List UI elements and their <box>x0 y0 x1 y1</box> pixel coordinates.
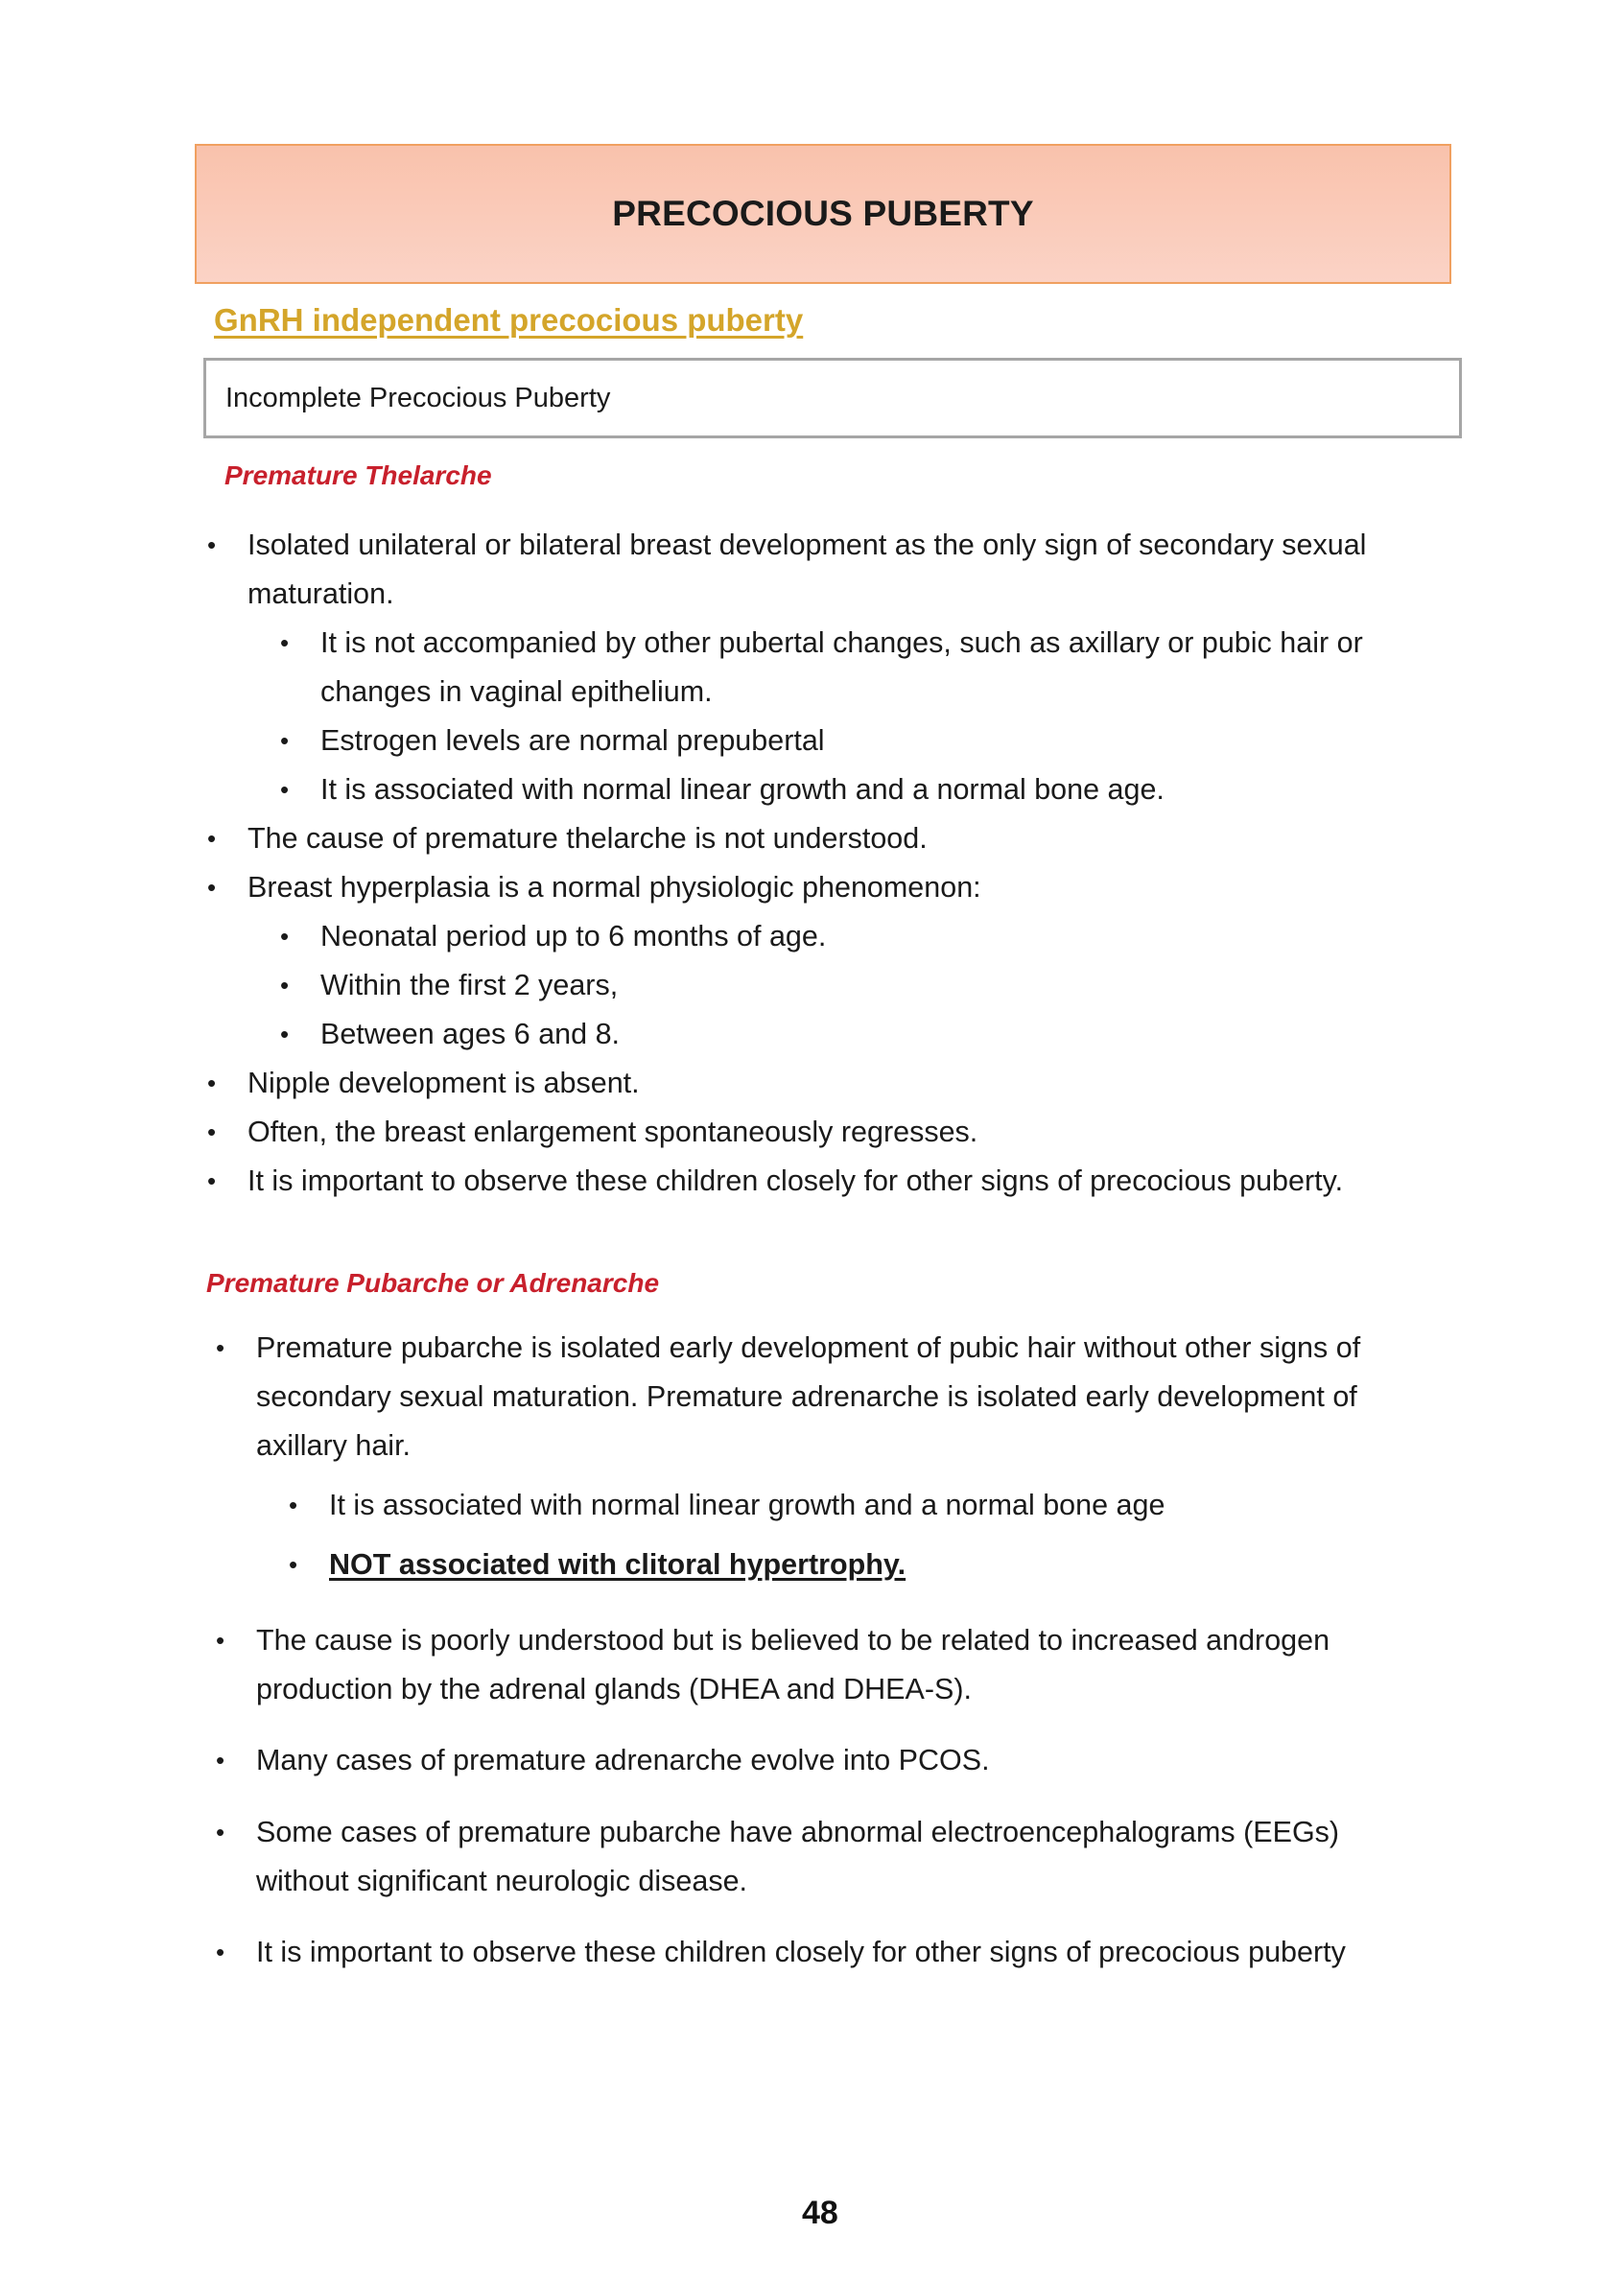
list-item-text: maturation. <box>247 577 394 610</box>
bullet-icon: • <box>216 1746 225 1775</box>
list-item <box>207 1059 640 1108</box>
list-item <box>216 1324 1361 1470</box>
bullet-icon: • <box>289 1550 298 1579</box>
boxed-label-text: Incomplete Precocious Puberty <box>225 382 611 413</box>
boxed-label <box>203 358 1462 438</box>
bullet-icon: • <box>207 530 217 559</box>
list-item-text: Neonatal period up to 6 months of age. <box>320 920 827 952</box>
list-item-text: It is important to observe these children closely for other signs of precocious puberty. <box>247 1164 1344 1197</box>
list-item <box>289 1540 906 1589</box>
list-item <box>207 521 1367 619</box>
bullet-icon: • <box>207 1069 217 1097</box>
bullet-icon: • <box>207 1166 217 1195</box>
bullet-icon: • <box>216 1626 225 1655</box>
list-item-text: Within the first 2 years, <box>320 969 619 1001</box>
list-item-text: Between ages 6 and 8. <box>320 1018 621 1050</box>
list-item <box>216 1736 990 1785</box>
bullet-icon: • <box>216 1333 225 1362</box>
page-title: PRECOCIOUS PUBERTY <box>612 194 1034 233</box>
list-item <box>216 1928 1346 1977</box>
bullet-icon: • <box>216 1818 225 1846</box>
list-item <box>216 1808 1340 1906</box>
list-item-text: Premature pubarche is isolated early development of pubic hair without other signs of <box>256 1331 1361 1364</box>
list-item-text: It is associated with normal linear growth and a normal bone age. <box>320 773 1165 806</box>
bullet-icon: • <box>280 1020 290 1048</box>
list-item-text: Often, the breast enlargement spontaneously regresses. <box>247 1116 978 1148</box>
bullet-icon: • <box>207 824 217 853</box>
list-item-text: It is associated with normal linear growth and a normal bone age <box>329 1489 1165 1521</box>
list-item-text: Many cases of premature adrenarche evolve into PCOS. <box>256 1744 990 1776</box>
list-item-text: Breast hyperplasia is a normal physiologic phenomenon: <box>247 871 981 904</box>
list-item-text: Nipple development is absent. <box>247 1067 640 1099</box>
page-number: 48 <box>802 2195 838 2231</box>
list-item-text: It is important to observe these children closely for other signs of precocious puberty <box>256 1936 1346 1968</box>
list-item-text: Estrogen levels are normal prepubertal <box>320 724 825 757</box>
section-heading: GnRH independent precocious puberty <box>214 302 804 338</box>
list-item-text: It is not accompanied by other pubertal changes, such as axillary or pubic hair or <box>320 626 1363 659</box>
list-item <box>280 1010 621 1059</box>
list-item <box>280 961 619 1010</box>
list-item-text: without significant neurologic disease. <box>256 1865 748 1897</box>
thelarche-title: Premature Thelarche <box>224 460 492 490</box>
bullet-icon: • <box>207 1117 217 1146</box>
bullet-icon: • <box>216 1938 225 1966</box>
bullet-icon: • <box>289 1491 298 1519</box>
bullet-icon: • <box>280 775 290 804</box>
bullet-icon: • <box>280 922 290 951</box>
list-item-text: Some cases of premature pubarche have abnormal electroencephalograms (EEGs) <box>256 1816 1340 1848</box>
list-item <box>280 765 1165 814</box>
list-item <box>207 1108 978 1157</box>
list-item <box>207 863 981 912</box>
bullet-icon: • <box>280 628 290 657</box>
list-item-text: Isolated unilateral or bilateral breast development as the only sign of secondary sexual <box>247 529 1367 561</box>
list-item-text: changes in vaginal epithelium. <box>320 675 713 708</box>
list-item-text: NOT associated with clitoral hypertrophy. <box>329 1548 906 1581</box>
list-item <box>216 1616 1330 1714</box>
list-item <box>280 619 1363 717</box>
list-item-text: The cause is poorly understood but is believed to be related to increased androgen <box>256 1624 1330 1657</box>
list-item-text: The cause of premature thelarche is not understood. <box>247 822 928 855</box>
bullet-icon: • <box>280 726 290 755</box>
list-item-text: secondary sexual maturation. Premature adrenarche is isolated early development of <box>256 1380 1357 1413</box>
list-item <box>207 814 928 863</box>
page-title-banner <box>195 144 1451 284</box>
list-item <box>207 1157 1344 1206</box>
list-item <box>289 1481 1165 1530</box>
list-item <box>280 912 827 961</box>
bullet-icon: • <box>207 873 217 902</box>
list-item-text: axillary hair. <box>256 1429 412 1462</box>
list-item-text: production by the adrenal glands (DHEA and DHEA-S). <box>256 1673 972 1705</box>
list-item <box>280 717 825 765</box>
pubarche-title: Premature Pubarche or Adrenarche <box>206 1268 660 1298</box>
bullet-icon: • <box>280 971 290 999</box>
